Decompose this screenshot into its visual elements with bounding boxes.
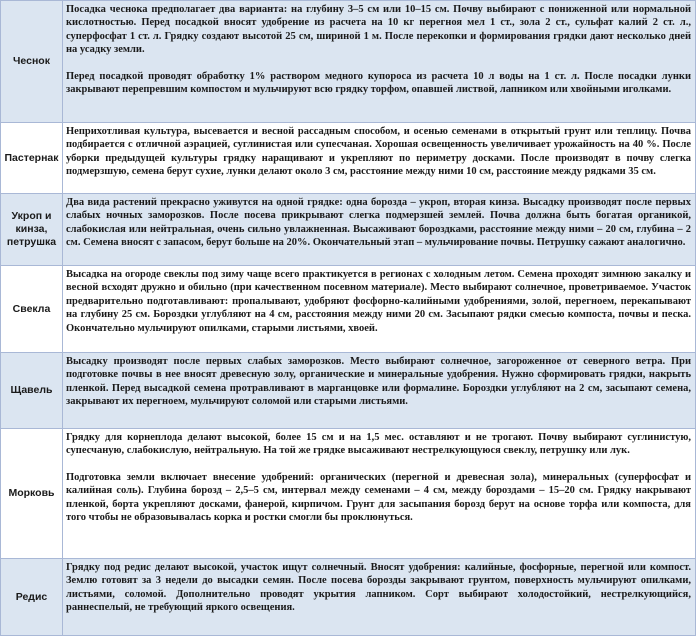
crop-name: Чеснок xyxy=(1,1,63,122)
crop-name: Свекла xyxy=(1,266,63,352)
table-row-garlic xyxy=(1,1,695,123)
crop-description xyxy=(66,268,691,335)
description-paragraph: Высадку производят после первых слабых заморозков. Место выбирают солнечное, загороженное от северного ветра. При подготовке почвы в нее вносят древесную золу, органические и минеральные удобрения. Нужно сформировать грядки, накрыть пленкой. Перед высадкой семена протравливают в марганцовке или формалине. Бороздки углубляют на 2 см, засыпают семена, закрывают их перегноем, мульчируют соломой или старыми листьями. xyxy=(66,356,691,408)
table-row-parsnip xyxy=(1,123,695,194)
crop-description xyxy=(66,125,691,179)
crop-description xyxy=(66,431,691,524)
crop-name: Редис xyxy=(1,559,63,635)
crop-name: Щавель xyxy=(1,353,63,428)
description-paragraph: Посадка чеснока предполагает два варианта: на глубину 3–5 см или 10–15 см. Почву выбирают с пониженной или нормальной кислотностью. Перед посадкой вносят удобрение из расчета на 10 кг перегноя мел 1 ст., зола 2 ст., сульфат калий 2 ст. л., суперфосфат 1 ст. л. Грядку создают высотой 25 см, шириной 1 м. После перекопки и формирования грядки дают несколько дней на усадку земли. xyxy=(66,4,691,56)
crop-description xyxy=(66,3,691,96)
description-paragraph: Грядку для корнеплода делают высокой, более 15 см и на 1,5 мес. оставляют и не трогают. Почву выбирают суглинистую, супесчаную, слабокислую, нейтральную. На той же грядке высаживают нестрелкующуюся свеклу, петрушку или лук. xyxy=(66,432,691,457)
description-paragraph: Перед посадкой проводят обработку 1% раствором медного купороса из расчета 10 л воды на 1 ст. л. После посадки лунки закрывают перепревшим компостом и мульчируют всю грядку торфом, опавшей листвой, лапником или хвойными иголками. xyxy=(66,70,691,96)
description-paragraph: Подготовка земли включает внесение удобрений: органических (перегной и древесная зола), минеральных (суперфосфат и калийная соль). Глубина борозд – 2,5–5 см, интервал между семенами – 4 см, между бороздами – 15–20 см. Грядку накрывают пленкой, борта укрепляют досками, фанерой, кирпичом. Грунт для засыпания борозд берут на основе торфа или компоста, для того чтобы не образовывалась корка и ростки смогли бы проклюнуться. xyxy=(66,471,691,524)
description-paragraph: Высадка на огороде свеклы под зиму чаще всего практикуется в регионах с холодным летом. Семена проходят зимнюю закалку и весной всходят дружно и обильно (при качественном посевном материале). Место выбирают солнечное, проветриваемое. Участок предварительно подготавливают: пропалывают, удобряют фосфорно-калийными удобрениями, золой, перегноем, перекапывают на глубину 25 см. Бороздки углубляют на 4 см, расстояния между ними 20 см. Засыпают рядки смесью компоста, почвы и песка. Окончательно мульчируют опилками, старыми листьями, хвоей. xyxy=(66,269,691,334)
table-row-radish xyxy=(1,559,695,635)
crop-description xyxy=(66,196,691,250)
crop-name: Пастернак xyxy=(1,123,63,193)
crop-name: Морковь xyxy=(1,429,63,558)
description-paragraph: Два вида растений прекрасно уживутся на одной грядке: одна борозда – укроп, вторая кинза. Высадку производят после первых слабых ночных заморозков. После посева прикрывают слегка подмерзшей землей. Почва должна быть богатая органикой, слабокислая или нейтральная, очень сильно увлажненная. Высаживают бороздками, расстояние между ними – 20 см, глубина – 2 см. Семена вносят с запасом, берут больше на 20%. Окончательный этап – мульчирование почвы. Петрушку сажают аналогично. xyxy=(66,197,691,249)
crop-description xyxy=(66,355,691,409)
table-row-sorrel xyxy=(1,353,695,429)
description-paragraph: Грядку под редис делают высокой, участок ищут солнечный. Вносят удобрения: калийные, фосфорные, перегной или компост. Землю готовят за 3 недели до высадки семян. После посева борозды закрывают грунтом, поверхность мульчируют опилками, листьями, соломой. Дополнительно проводят укрытия лапником. Сорт выбирают холодостойкий, нестрелкующийся, раннеспелый, не требующий яркого освещения. xyxy=(66,562,691,614)
crop-name: Укроп и кинза, петрушка xyxy=(1,194,63,265)
description-paragraph: Неприхотливая культура, высевается и весной рассадным способом, и осенью семенами в открытый грунт или теплицу. Почва подбирается с отличной аэрацией, суглинистая или супесчаная. Хорошая освещенность увеличивает урожайность на 40 %. После уборки предыдущей культуры грядку наращивают и укрепляют по периметру досками. После производят в почву слегка подмерзшую, семена берут сухие, лунки делают около 3 см, расстояние между ними 10 см, расстояние между рядками 35 см. xyxy=(66,126,691,178)
table-row-beet xyxy=(1,266,695,353)
table-row-carrot xyxy=(1,429,695,559)
table-row-dill-cilantro-parsley xyxy=(1,194,695,266)
crop-description xyxy=(66,561,691,615)
